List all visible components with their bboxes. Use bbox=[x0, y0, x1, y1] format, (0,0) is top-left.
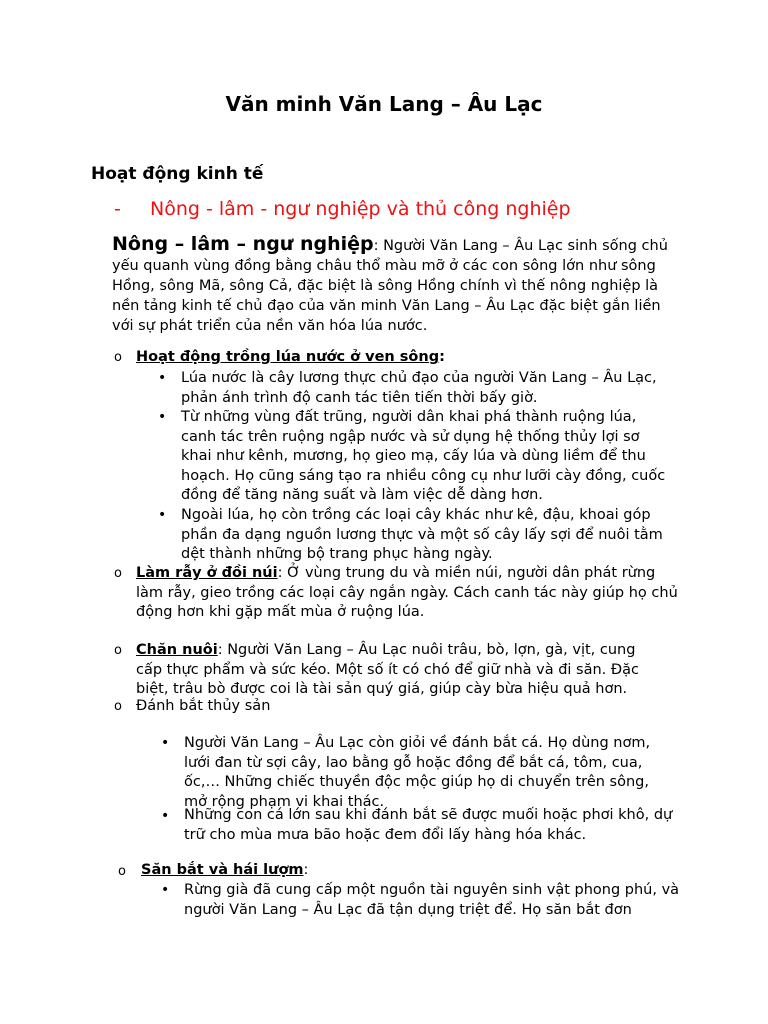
intro-paragraph bbox=[112, 234, 672, 336]
subsection-title bbox=[141, 861, 308, 881]
subsection-title bbox=[136, 347, 445, 367]
dash-marker: - bbox=[114, 198, 121, 220]
bullet: • bbox=[161, 882, 170, 898]
subsection-paragraph bbox=[136, 564, 681, 623]
bullet-text: Người Văn Lang – Âu Lạc còn giỏi về đánh bắt cá. Họ dùng nơm, lưới đan từ sợi cây, lao bằng gỗ hoặc đồng để bắt cá, tôm, cua, ốc,… Những chiếc thuyền độc mộc giúp họ di chuyển trên sông, mở rộng phạm vi khai thác. bbox=[184, 735, 651, 810]
circle-bullet: o bbox=[114, 566, 122, 581]
intro-lead: Nông – lâm – ngư nghiệp bbox=[112, 233, 374, 255]
bullet-text: Từ những vùng đất trũng, người dân khai phá thành ruộng lúa, canh tác trên ruộng ngập nước và sử dụng hệ thống thủy lợi sơ khai như kênh, mương, họ gieo mạ, cấy lúa và dùng liềm để thu hoạch. Họ cũng sáng tạo ra nhiều công cụ như lưỡi cày đồng, cuốc đồng để tăng năng suất và làm việc dễ dàng hơn. bbox=[181, 409, 666, 503]
subsection-colon: : bbox=[439, 349, 445, 365]
subsection-label: Săn bắt và hái lượm bbox=[141, 862, 304, 878]
circle-bullet: o bbox=[114, 699, 122, 714]
red-list-item bbox=[114, 198, 571, 220]
bullet-text: Những con cá lớn sau khi đánh bắt sẽ được muối hoặc phơi khô, dự trữ cho mùa mưa bão hoặc đem đổi lấy hàng hóa khác. bbox=[184, 807, 673, 843]
subsection-colon: : bbox=[303, 862, 309, 878]
subsection-text: : Ở vùng trung du và miền núi, người dân phát rừng làm rẫy, gieo trồng các loại cây ngắn ngày. Cách canh tác này giúp họ chủ động hơn khi gặp mất mùa ở ruộng lúa. bbox=[136, 565, 678, 620]
subsection-text: : Người Văn Lang – Âu Lạc nuôi trâu, bò, lợn, gà, vịt, cung cấp thực phẩm và sức kéo. Một số ít có chó để giữ nhà và đi săn. Đặc biệt, trâu bò được coi là tài sản quý giá, giúp cày bừa hiệu quả hơn. bbox=[136, 642, 639, 697]
document-title: Văn minh Văn Lang – Âu Lạc bbox=[225, 92, 543, 116]
bullet: • bbox=[161, 735, 170, 751]
bullet: • bbox=[158, 507, 167, 523]
subsection-label: Làm rẫy ở đồi núi bbox=[136, 565, 278, 581]
intro-text: : Người Văn Lang – Âu Lạc sinh sống chủ yếu quanh vùng đồng bằng châu thổ màu mỡ ở các con sông lớn như sông Hồng, sông Mã, sông Cả, đặc biệt là sông Hồng chính vì thế nông nghiệp là nền tảng kinh tế chủ đạo của văn minh Văn Lang – Âu Lạc đặc biệt gắn liền với sự phát triển của nền văn hóa lúa nước. bbox=[112, 238, 668, 334]
circle-bullet: o bbox=[114, 643, 122, 658]
bullet-text: Lúa nước là cây lương thực chủ đạo của người Văn Lang – Âu Lạc, phản ánh trình độ canh tác tiên tiến thời bấy giờ. bbox=[181, 370, 657, 406]
bullet: • bbox=[161, 808, 170, 824]
bullet-text: Rừng già đã cung cấp một nguồn tài nguyên sinh vật phong phú, và người Văn Lang – Âu Lạc đã tận dụng triệt để. Họ săn bắt đơn bbox=[184, 882, 680, 918]
circle-bullet: o bbox=[114, 350, 122, 365]
bullet: • bbox=[158, 370, 167, 386]
bullet-text: Ngoài lúa, họ còn trồng các loại cây khác như kê, đậu, khoai góp phần đa dạng nguồn lương thực và một số cây lấy sợi để nuôi tằm dệt thành những bộ trang phục hàng ngày. bbox=[181, 507, 663, 562]
subsection-label: Hoạt động trồng lúa nước ở ven sông bbox=[136, 349, 440, 365]
bullet: • bbox=[158, 409, 167, 425]
subsection-label: Chăn nuôi bbox=[136, 642, 218, 658]
subsection-paragraph bbox=[136, 641, 666, 700]
section-heading: Hoạt động kinh tế bbox=[91, 164, 264, 184]
circle-bullet: o bbox=[118, 864, 126, 879]
red-item-text: Nông - lâm - ngư nghiệp và thủ công nghiệp bbox=[150, 198, 571, 220]
subsection-label: Đánh bắt thủy sản bbox=[136, 698, 271, 714]
